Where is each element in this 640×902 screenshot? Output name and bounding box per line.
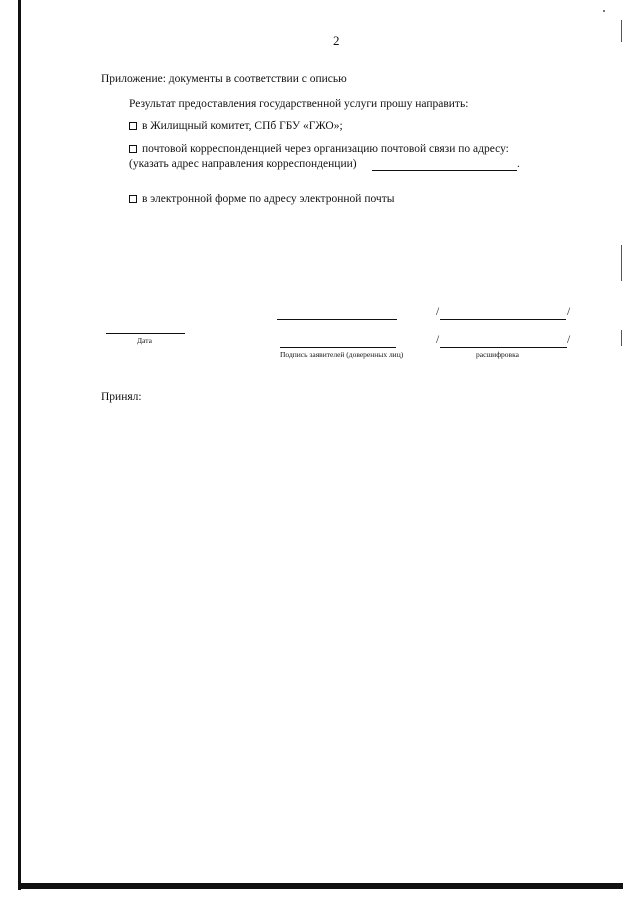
signatures-label: Подпись заявителей (доверенных лиц) bbox=[280, 350, 404, 359]
date-line[interactable] bbox=[106, 333, 185, 334]
result-intro: Результат предоставления государственной услуги прошу направить: bbox=[129, 98, 469, 110]
scan-edge-mark bbox=[621, 330, 622, 346]
scan-border-bottom bbox=[18, 883, 623, 889]
option-committee bbox=[129, 119, 343, 133]
slash-2a: / bbox=[436, 334, 440, 346]
signature-line-1[interactable] bbox=[277, 319, 397, 320]
postal-address-label: (указать адрес направления корреспонденции) bbox=[129, 158, 357, 170]
scan-speck bbox=[603, 10, 605, 12]
slash-1a: / bbox=[436, 306, 440, 318]
date-label: Дата bbox=[137, 336, 152, 345]
postal-address-end: . bbox=[517, 158, 520, 170]
option-postal bbox=[129, 142, 509, 156]
option-email-label: в электронной форме по адресу электронной почты bbox=[142, 193, 395, 205]
postal-address-line bbox=[129, 157, 357, 171]
decoding-line-2[interactable] bbox=[440, 347, 567, 348]
decoding-label: расшифровка bbox=[476, 350, 519, 359]
scan-border-left bbox=[18, 0, 21, 890]
checkbox-email[interactable] bbox=[129, 195, 137, 203]
slash-2b: / bbox=[567, 334, 571, 346]
page-number: 2 bbox=[333, 33, 340, 48]
appendix-line: Приложение: документы в соответствии с описью bbox=[101, 73, 347, 85]
signature-line-2[interactable] bbox=[280, 347, 396, 348]
slash-1b: / bbox=[567, 306, 571, 318]
postal-address-field[interactable] bbox=[372, 170, 517, 171]
checkbox-committee[interactable] bbox=[129, 122, 137, 130]
accepted-label: Принял: bbox=[101, 391, 142, 403]
scan-edge-mark bbox=[621, 20, 622, 42]
option-email bbox=[129, 192, 394, 206]
checkbox-postal[interactable] bbox=[129, 145, 137, 153]
option-committee-label: в Жилищный комитет, СПб ГБУ «ГЖО»; bbox=[142, 120, 343, 132]
option-postal-label: почтовой корреспонденцией через организацию почтовой связи по адресу: bbox=[142, 143, 509, 155]
scan-edge-mark bbox=[621, 245, 622, 281]
decoding-line-1[interactable] bbox=[440, 319, 566, 320]
